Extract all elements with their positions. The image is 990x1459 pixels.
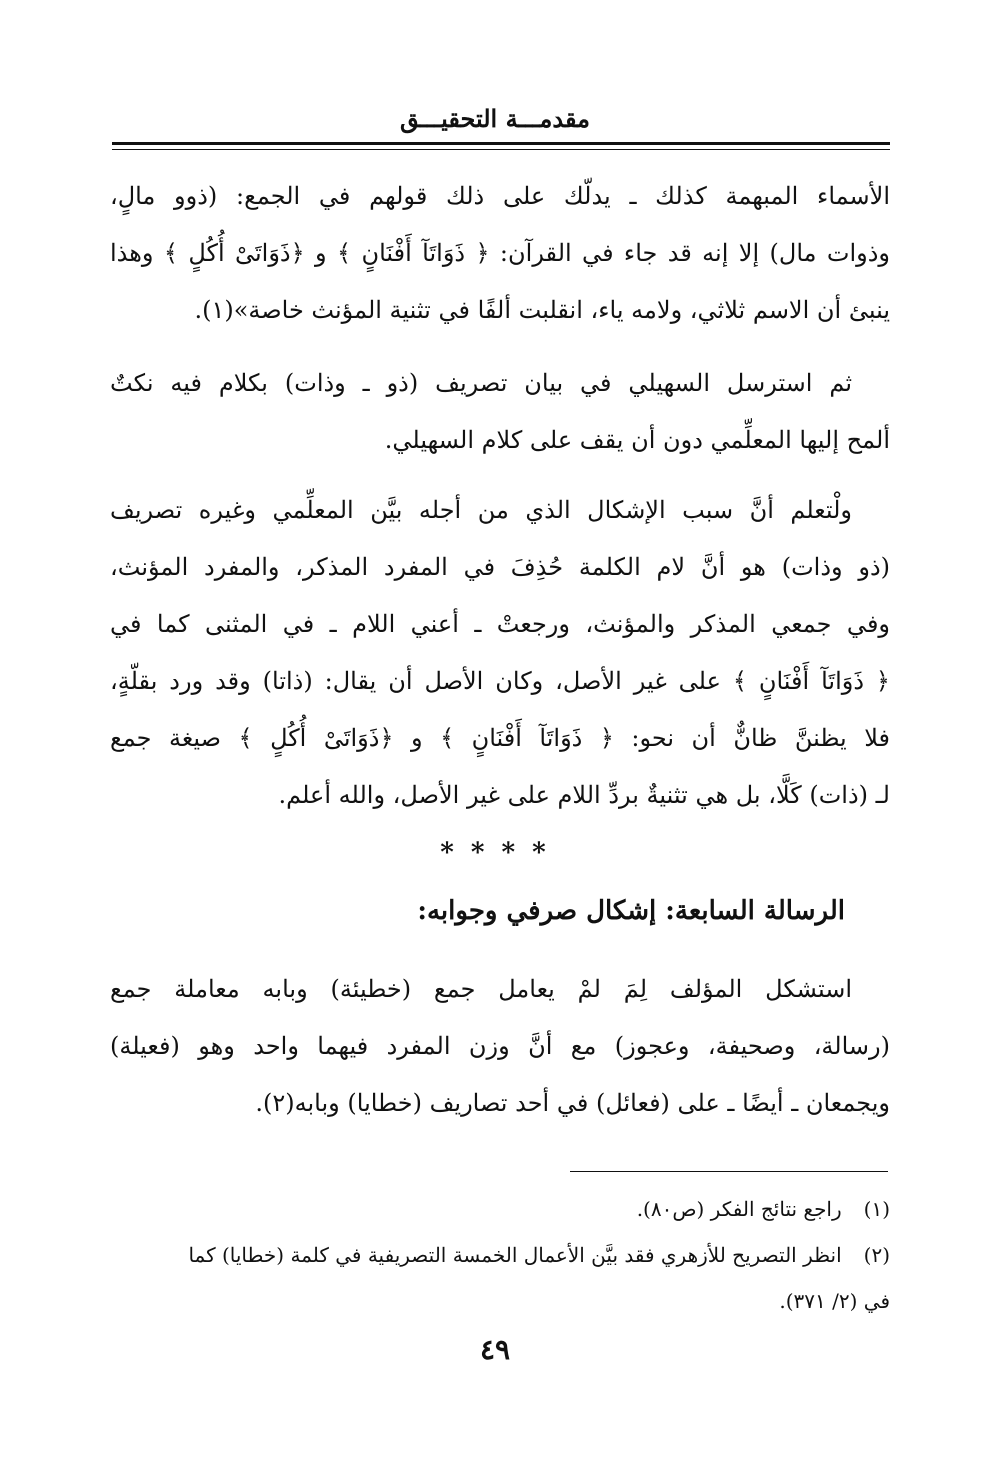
footnote-number: (١) [863, 1197, 890, 1221]
section-heading: الرسالة السابعة: إشكال صرفي وجوابه: [417, 896, 845, 926]
footnotes [110, 1186, 890, 1324]
paragraph-3-line: ﴿ ذَوَاتَآ أَفْنَانٍ ﴾ على غير الأصل، وكان الأصل أن يقال: (ذاتا) وقد ورد بقلّةٍ، [110, 667, 890, 695]
paragraph-4 [110, 961, 890, 1132]
paragraph-4-line: استشكل المؤلف لِمَ لمْ يعامل جمع (خطيئة) وبابه معاملة جمع [110, 975, 852, 1003]
paragraph-4-line: (رسالة، وصحيفة، وعجوز) مع أنَّ وزن المفرد فيهما واحد وهو (فعيلة) [110, 1032, 890, 1060]
footnote-separator [570, 1171, 888, 1172]
paragraph-1-line: ينبئ أن الاسم ثلاثي، ولامه ياء، انقلبت ألفًا في تثنية المؤنث خاصة»(١). [194, 296, 890, 324]
paragraph-3-line: فلا يظننَّ ظانٌّ أن نحو: ﴿ ذَوَاتَآ أَفْنَانٍ ﴾ و ﴿ذَوَاتَىْ أُكُلٍ ﴾ صيغة جمع [110, 724, 890, 752]
header-rule-thin [112, 149, 890, 150]
footnote-number: (٢) [863, 1243, 890, 1267]
paragraph-2 [110, 355, 890, 469]
footnote-text: راجع نتائج الفكر (ص٨٠). [636, 1197, 842, 1221]
paragraph-3-line: (ذو وذات) هو أنَّ لام الكلمة حُذِفَ في المفرد المذكر، والمفرد المؤنث، [110, 553, 890, 581]
paragraph-1 [110, 168, 890, 339]
page-number: ٤٩ [479, 1333, 511, 1366]
footnote-1 [110, 1186, 890, 1232]
header-rule-thick [112, 142, 890, 145]
paragraph-1-line: الأسماء المبهمة كذلك ـ يدلّك على ذلك قولهم في الجمع: (ذوو مالٍ، [110, 182, 890, 210]
footnote-text: انظر التصريح للأزهري فقد بيَّن الأعمال الخمسة التصريفية في كلمة (خطايا) كما [188, 1243, 842, 1267]
paragraph-2-line: ألمح إليها المعلِّمي دون أن يقف على كلام السهيلي. [384, 426, 890, 454]
section-separator: * * * * [440, 838, 550, 868]
paragraph-4-line: ويجمعان ـ أيضًا ـ على (فعائل) في أحد تصاريف (خطايا) وبابه(٢). [255, 1089, 890, 1117]
paragraph-3-line: لـ (ذات) كَلَّا، بل هي تثنيةٌ بردِّ اللام على غير الأصل، والله أعلم. [278, 781, 890, 809]
footnote-2-continuation: في (٢/ ٣٧١). [779, 1289, 890, 1313]
footnote-2 [110, 1232, 890, 1278]
paragraph-3 [110, 482, 890, 824]
paragraph-3-line: ولْتعلم أنَّ سبب الإشكال الذي من أجله بيَّن المعلِّمي وغيره تصريف [110, 496, 852, 524]
running-header: مقدمـــة التحقيـــق [400, 104, 590, 133]
paragraph-3-line: وفي جمعي المذكر والمؤنث، ورجعتْ ـ أعني اللام ـ في المثنى كما في [110, 610, 890, 638]
paragraph-2-line: ثم استرسل السهيلي في بيان تصريف (ذو ـ وذات) بكلام فيه نكتٌ [110, 369, 852, 397]
paragraph-1-line: وذوات مال) إلا إنه قد جاء في القرآن: ﴿ ذَوَاتَآ أَفْنَانٍ ﴾ و ﴿ذَوَاتَىْ أُكُلٍ ﴾ وهذا [110, 239, 890, 267]
